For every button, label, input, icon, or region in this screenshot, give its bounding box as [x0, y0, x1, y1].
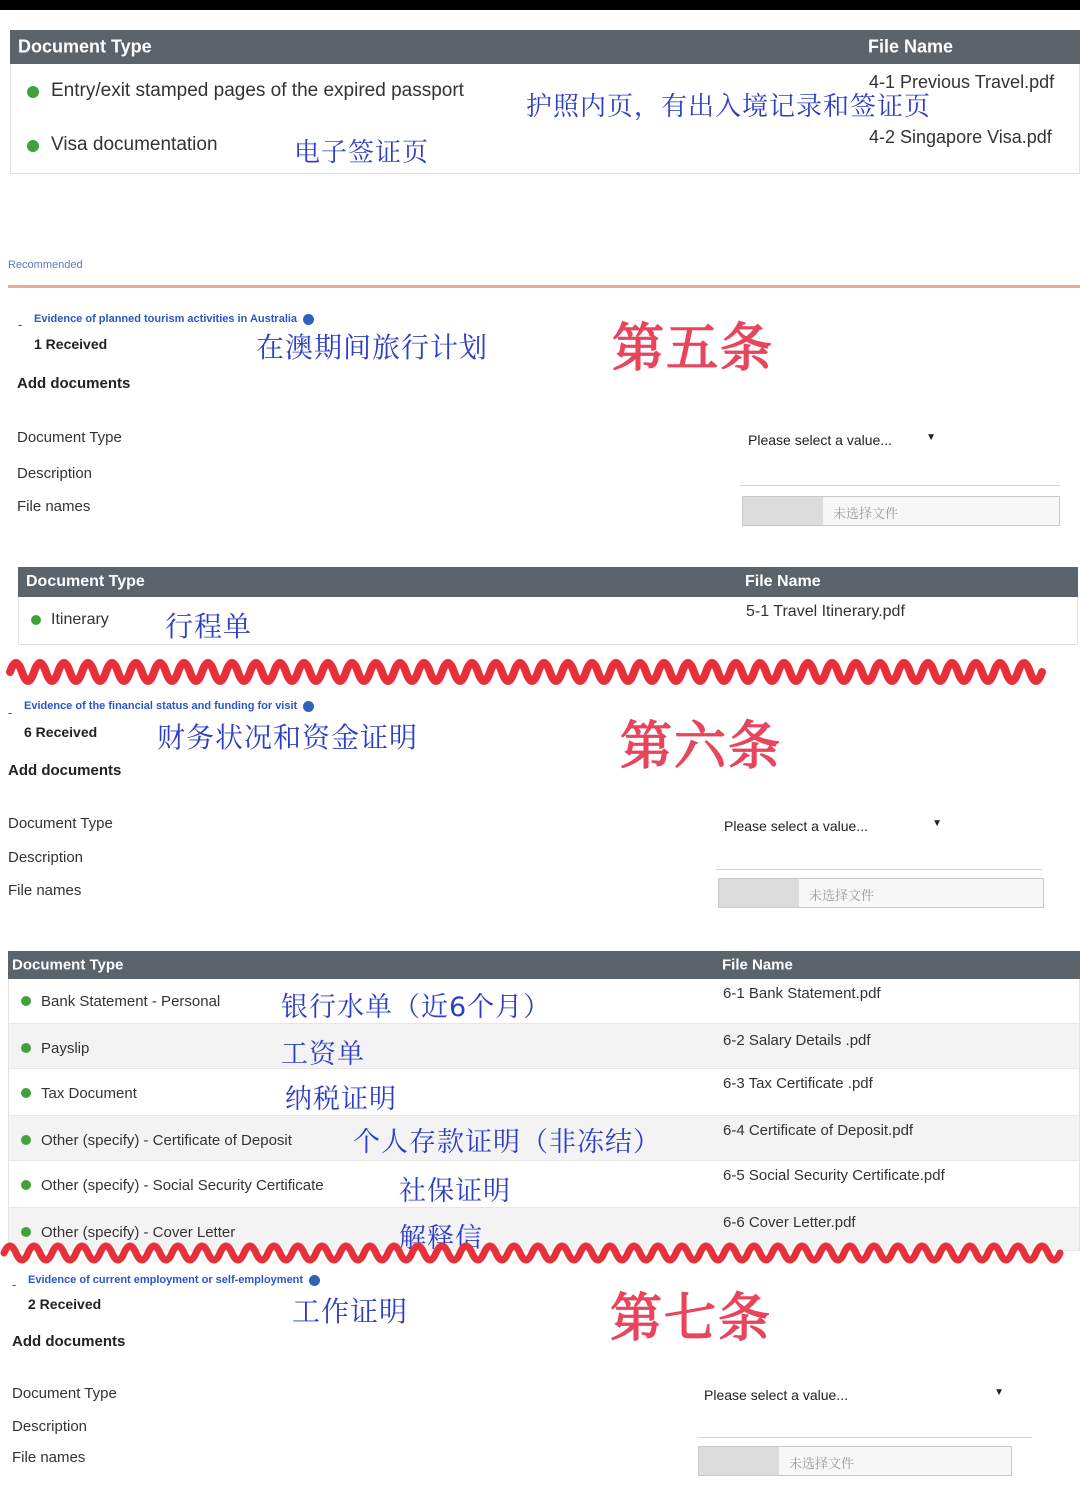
annotation-note: 工资单 [281, 1039, 365, 1070]
top-black-bar [0, 0, 1080, 10]
table-row [9, 979, 1079, 1023]
file-placeholder: 未选择文件 [833, 507, 899, 522]
section7-title: Evidence of current employment or self-employment [28, 1274, 304, 1286]
received-count: 2 Received [28, 1296, 102, 1312]
squiggle-divider [6, 658, 1056, 686]
status-dot-icon [31, 615, 41, 625]
file-name-link[interactable]: 6-1 Bank Statement.pdf [723, 985, 881, 1002]
table-row [9, 1115, 1079, 1161]
doc-table-header [10, 30, 1080, 64]
status-dot-icon [21, 1180, 31, 1190]
table-row [11, 64, 1079, 122]
annotation-note: 个人存款证明（非冻结） [353, 1127, 661, 1158]
table-row [9, 1023, 1079, 1069]
choose-file-button[interactable] [719, 879, 799, 907]
collapse-dash-icon[interactable]: - [8, 706, 13, 720]
description-input[interactable] [698, 1412, 1032, 1438]
table-row [11, 119, 1079, 174]
section5-title: Evidence of planned tourism activities in Australia [34, 313, 298, 325]
description-label: Description [8, 849, 84, 866]
section6-title-link[interactable] [24, 700, 314, 712]
status-dot-icon [21, 1043, 31, 1053]
file-placeholder: 未选择文件 [809, 889, 875, 904]
annotation-note: 护照内页，有出入境记录和签证页 [526, 92, 932, 122]
file-name-link[interactable]: 6-6 Cover Letter.pdf [723, 1214, 856, 1231]
file-names-label: File names [17, 498, 91, 515]
section-divider [8, 285, 1080, 288]
file-name-link[interactable]: 5-1 Travel Itinerary.pdf [746, 603, 905, 620]
doc-table-body [10, 64, 1080, 174]
file-picker[interactable] [742, 496, 1060, 526]
doc-table-body [18, 597, 1078, 645]
doc-table-header [8, 951, 1080, 979]
file-picker[interactable] [698, 1446, 1012, 1476]
status-dot-icon [27, 140, 39, 152]
document-type-label: Document Type [17, 429, 122, 446]
collapse-dash-icon[interactable]: - [12, 1278, 17, 1292]
recommended-label: Recommended [8, 259, 83, 271]
table-row [9, 1069, 1079, 1115]
header-file-name: File Name [745, 573, 821, 590]
squiggle-divider [0, 1241, 1070, 1265]
file-name-link[interactable]: 4-2 Singapore Visa.pdf [869, 127, 1052, 147]
doc-type-label: Itinerary [51, 611, 109, 628]
table-row [9, 1161, 1079, 1207]
document-type-label: Document Type [12, 1385, 117, 1402]
document-type-label: Document Type [8, 815, 113, 832]
file-name-link[interactable]: 4-1 Previous Travel.pdf [869, 72, 1055, 92]
annotation-note: 社保证明 [399, 1176, 511, 1207]
status-dot-icon [21, 1088, 31, 1098]
file-names-label: File names [8, 882, 82, 899]
annotation-note: 解释信 [399, 1223, 483, 1254]
select-value: Please select a value... [748, 432, 892, 448]
annotation-note: 银行水单（近6个月） [281, 992, 552, 1023]
status-dot-icon [21, 1227, 31, 1237]
annotation-note: 行程单 [165, 610, 253, 643]
info-icon[interactable] [303, 314, 314, 325]
file-name-link[interactable]: 6-3 Tax Certificate .pdf [723, 1075, 873, 1092]
collapse-dash-icon[interactable]: - [18, 318, 23, 332]
choose-file-button[interactable] [743, 497, 823, 525]
annotation-note: 财务状况和资金证明 [157, 721, 419, 754]
received-count: 1 Received [34, 336, 108, 352]
doc-table-header [18, 567, 1078, 597]
doc-type-label: Visa documentation [51, 134, 218, 155]
doc-table-body [8, 979, 1080, 1254]
status-dot-icon [27, 86, 39, 98]
file-placeholder: 未选择文件 [789, 1457, 855, 1472]
description-label: Description [12, 1418, 88, 1435]
annotation-note: 在澳期间旅行计划 [256, 331, 489, 364]
file-names-label: File names [12, 1449, 86, 1466]
doc-type-label: Other (specify) - Cover Letter [41, 1224, 236, 1241]
chevron-down-icon: ▼ [994, 1387, 1004, 1398]
header-document-type: Document Type [26, 573, 145, 590]
doc-type-label: Other (specify) - Certificate of Deposit [41, 1132, 292, 1149]
annotation-note: 纳税证明 [285, 1084, 397, 1115]
annotation-note: 工作证明 [292, 1295, 409, 1328]
info-icon[interactable] [303, 701, 314, 712]
status-dot-icon [21, 996, 31, 1006]
add-documents-heading: Add documents [12, 1333, 126, 1350]
status-dot-icon [21, 1135, 31, 1145]
add-documents-heading: Add documents [17, 375, 131, 392]
document-type-select[interactable] [724, 818, 942, 836]
doc-type-label: Payslip [41, 1040, 90, 1057]
file-name-link[interactable]: 6-2 Salary Details .pdf [723, 1032, 871, 1049]
section-number-label: 第六条 [620, 717, 783, 777]
header-document-type: Document Type [18, 36, 152, 57]
file-name-link[interactable]: 6-4 Certificate of Deposit.pdf [723, 1122, 914, 1139]
description-label: Description [17, 465, 93, 482]
header-file-name: File Name [722, 956, 793, 974]
choose-file-button[interactable] [699, 1447, 779, 1475]
table-row [19, 597, 1077, 645]
info-icon[interactable] [309, 1275, 320, 1286]
header-document-type: Document Type [12, 956, 124, 974]
received-count: 6 Received [24, 724, 98, 740]
section-number-label: 第五条 [612, 319, 775, 379]
section-number-label: 第七条 [610, 1289, 773, 1349]
document-type-select[interactable] [748, 432, 936, 450]
file-name-link[interactable]: 6-5 Social Security Certificate.pdf [723, 1167, 945, 1184]
description-input[interactable] [740, 458, 1060, 486]
chevron-down-icon: ▼ [926, 432, 936, 443]
doc-type-label: Tax Document [41, 1085, 137, 1102]
file-picker[interactable] [718, 878, 1044, 908]
add-documents-heading: Add documents [8, 762, 122, 779]
description-input[interactable] [716, 842, 1042, 870]
section6-title: Evidence of the financial status and funding for visit [24, 700, 298, 712]
doc-type-label: Bank Statement - Personal [41, 993, 221, 1010]
annotation-note: 电子签证页 [294, 138, 430, 168]
section7-title-link[interactable] [28, 1274, 320, 1286]
select-value: Please select a value... [704, 1387, 848, 1403]
document-type-select[interactable] [704, 1387, 1004, 1405]
section5-title-link[interactable] [34, 313, 314, 325]
select-value: Please select a value... [724, 818, 868, 834]
header-file-name: File Name [868, 36, 954, 57]
doc-type-label: Other (specify) - Social Security Certificate [41, 1177, 324, 1194]
doc-type-label: Entry/exit stamped pages of the expired passport [51, 80, 464, 101]
chevron-down-icon: ▼ [932, 818, 942, 829]
